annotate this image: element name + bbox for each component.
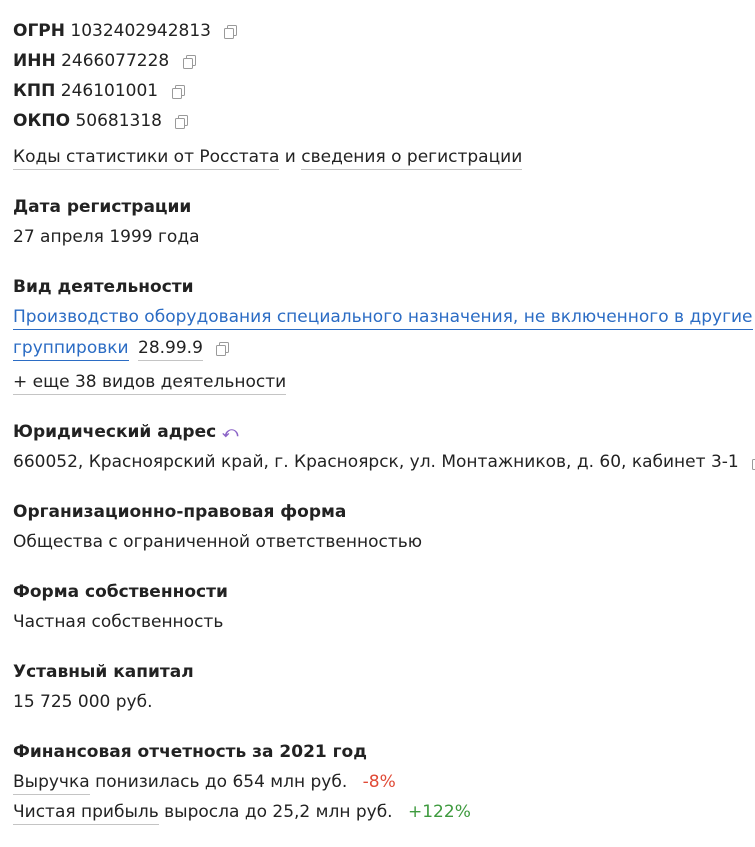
registration-date: 27 апреля 1999 года	[13, 227, 200, 247]
okpo-label: ОКПО	[13, 111, 71, 131]
kpp-row	[13, 80, 184, 102]
okpo-value: 50681318	[75, 111, 162, 131]
undo-arrow-icon[interactable]: ⤺	[222, 423, 239, 441]
activity-line1	[13, 306, 753, 328]
more-activities-link[interactable]: + еще 38 видов деятельности	[13, 372, 286, 395]
activity-code[interactable]: 28.99.9	[138, 338, 203, 361]
inn-label: ИНН	[13, 51, 56, 71]
profit-row	[13, 801, 471, 823]
address-title-row	[13, 421, 238, 443]
and-text: и	[284, 147, 296, 167]
copy-icon[interactable]	[175, 115, 187, 127]
copy-icon[interactable]	[172, 85, 184, 97]
address-value: 660052, Красноярский край, г. Красноярск, ул. Монтажников, д. 60, кабинет 3-1	[13, 452, 739, 472]
ogrn-label: ОГРН	[13, 21, 65, 41]
ogrn-value: 1032402942813	[70, 21, 211, 41]
capital-title: Уставный капитал	[13, 662, 194, 682]
registration-title: Дата регистрации	[13, 197, 192, 217]
profit-text: выросла до 25,2 млн руб.	[164, 802, 393, 822]
revenue-link[interactable]: Выручка	[13, 772, 90, 795]
address-title: Юридический адрес	[13, 422, 217, 442]
revenue-change: -8%	[362, 772, 396, 792]
address-row	[13, 451, 755, 473]
copy-icon[interactable]	[183, 55, 195, 67]
okpo-row	[13, 110, 187, 132]
profit-change: +122%	[408, 802, 471, 822]
inn-row	[13, 50, 195, 72]
activity-line2	[13, 337, 228, 359]
ownership-value: Частная собственность	[13, 612, 224, 632]
more-activities-row	[13, 371, 286, 393]
revenue-row	[13, 771, 396, 793]
capital-value: 15 725 000 руб.	[13, 692, 153, 712]
kpp-value: 246101001	[60, 81, 159, 101]
finance-title: Финансовая отчетность за 2021 год	[13, 742, 367, 762]
legal-form-title: Организационно-правовая форма	[13, 502, 347, 522]
activity-title: Вид деятельности	[13, 277, 194, 297]
copy-icon[interactable]	[224, 25, 236, 37]
kpp-label: КПП	[13, 81, 56, 101]
inn-value: 2466077228	[61, 51, 170, 71]
copy-icon[interactable]	[216, 342, 228, 354]
main-activity-link[interactable]: Производство оборудования специального назначения, не включенного в другие	[13, 307, 753, 330]
registration-info-link[interactable]: сведения о регистрации	[301, 147, 522, 170]
rosstat-codes-link[interactable]: Коды статистики от Росстата	[13, 147, 279, 170]
ogrn-row	[13, 20, 236, 42]
ownership-title: Форма собственности	[13, 582, 228, 602]
net-profit-link[interactable]: Чистая прибыль	[13, 802, 159, 825]
legal-form-value: Общества с ограниченной ответственностью	[13, 532, 423, 552]
stats-links-row	[13, 146, 522, 168]
main-activity-link-cont[interactable]: группировки	[13, 338, 129, 361]
revenue-text: понизилась до 654 млн руб.	[95, 772, 348, 792]
